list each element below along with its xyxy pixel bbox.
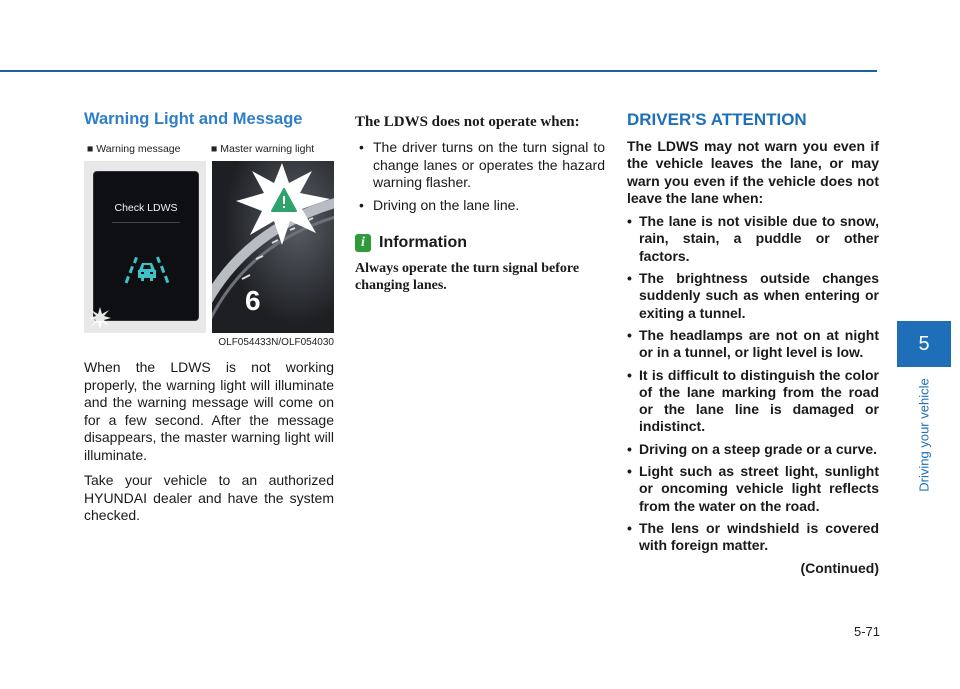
flash-burst-icon xyxy=(88,306,112,330)
chapter-label-text: Driving your vehicle xyxy=(916,378,932,492)
image-captions xyxy=(84,143,334,157)
section-title-drivers-attention: DRIVER'S ATTENTION xyxy=(627,110,807,129)
caption-warning-message: ■ Warning message xyxy=(87,143,181,155)
header-rule xyxy=(0,70,877,72)
list-item: • The driver turns on the turn signal to change lanes or operates the hazard warning flasher. xyxy=(355,139,605,192)
attention-intro: The LDWS may not warn you even if the vehicle leaves the lane, or may warn you even if the vehicle does not leave the lane when: xyxy=(627,138,879,206)
list-item: • Light such as street light, sunlight or oncoming vehicle light reflects from the water on the road. xyxy=(627,463,879,515)
master-warning-light-image xyxy=(212,161,334,333)
cluster-display xyxy=(93,171,199,321)
middle-column xyxy=(355,114,605,294)
list-item: • The headlamps are not on at night or in a tunnel, or light level is low. xyxy=(627,327,879,362)
section-title-warning: Warning Light and Message xyxy=(84,110,303,128)
gauge-illustration xyxy=(212,161,334,333)
list-item: • Driving on a steep grade or a curve. xyxy=(627,441,879,458)
body-paragraph: When the LDWS is not working properly, the warning light will illuminate and the warning message will come on for a few second. After the message disappears, the master warning light will illuminate. xyxy=(84,359,334,463)
lane-departure-icon xyxy=(124,254,170,286)
list-item: • The lane is not visible due to snow, rain, stain, a puddle or other factors. xyxy=(627,213,879,265)
body-paragraph: Take your vehicle to an authorized HYUNDAI dealer and have the system checked. xyxy=(84,472,334,523)
continued-label: (Continued) xyxy=(800,559,879,576)
figure-images xyxy=(84,161,334,333)
caption-master-warning: ■ Master warning light xyxy=(211,143,315,155)
subhead-ldws-not-operate: The LDWS does not operate when: xyxy=(355,114,580,130)
information-heading xyxy=(355,234,605,252)
information-icon: i xyxy=(355,234,371,252)
page-number: 5-71 xyxy=(853,624,880,639)
chapter-number-tab: 5 xyxy=(897,321,951,367)
list-item: • The brightness outside changes suddenly such as when entering or exiting a tunnel. xyxy=(627,270,879,322)
list-item: • It is difficult to distinguish the color of the lane marking from the road or the lane line is damaged or indistinct. xyxy=(627,367,879,436)
image-code: OLF054433N/OLF054030 xyxy=(218,337,334,348)
left-column xyxy=(84,110,334,525)
display-message: Check LDWS xyxy=(114,202,178,214)
right-column xyxy=(627,110,879,576)
warning-message-image xyxy=(84,161,206,333)
information-title: Information xyxy=(379,234,467,251)
display-divider xyxy=(112,222,180,223)
gauge-number: 6 xyxy=(245,285,261,316)
list-item: • The lens or windshield is covered with foreign matter. xyxy=(627,520,879,555)
information-text: Always operate the turn signal before changing lanes. xyxy=(355,261,580,293)
list-item: • Driving on the lane line. xyxy=(355,197,605,215)
